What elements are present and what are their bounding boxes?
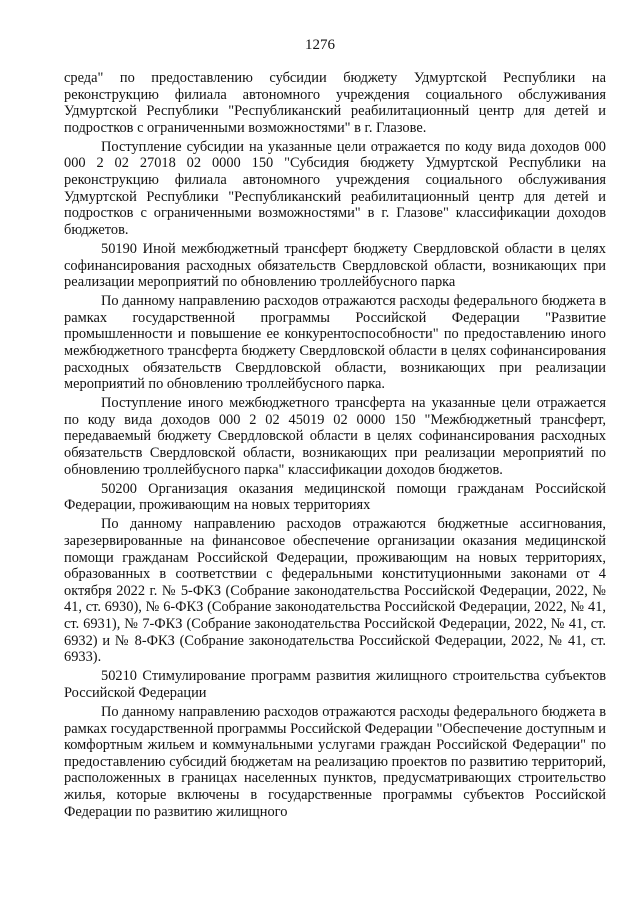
section-heading-50190: 50190 Иной межбюджетный трансферт бюджету Свердловской области в целях софинансирования расходных обязательств Свердловской области, возникающих при реализации мероприятий по обновлению троллейбусного парка — [64, 240, 606, 291]
paragraph-50190-description: По данному направлению расходов отражаются расходы федерального бюджета в рамках государственной программы Российской Федерации "Развитие промышленности и повышение ее конкурентоспособности" по предоставлению иного межбюджетного трансферта бюджету Свердловской области в целях софинансирования расходных обязательств Свердловской области, возникающих при реализации мероприятий по обновлению троллейбусного парка. — [64, 293, 606, 393]
section-heading-50200: 50200 Организация оказания медицинской помощи гражданам Российской Федерации, проживающим на новых территориях — [64, 480, 606, 514]
paragraph-50190-income-code: Поступление иного межбюджетного трансферта на указанные цели отражается по коду вида доходов 000 2 02 45019 02 0000 150 "Межбюджетный трансферт, передаваемый бюджету Свердловской области в целях софинансирования расходных обязательств Свердловской области, возникающих при реализации мероприятий по обновлению троллейбусного парка" классификации доходов бюджетов. — [64, 395, 606, 478]
document-body — [64, 70, 606, 820]
page-number: 1276 — [305, 37, 335, 53]
section-heading-50210: 50210 Стимулирование программ развития жилищного строительства субъектов Российской Федерации — [64, 668, 606, 701]
paragraph-subsidy-income-code: Поступление субсидии на указанные цели отражается по коду вида доходов 000 000 2 02 27018 02 0000 150 "Субсидия бюджету Удмуртской Республики на реконструкцию филиала автономного учреждения социального обслуживания Удмуртской Республики "Республиканский реабилитационный центр для детей и подростков с ограниченными возможностями" в г. Глазове" классификации доходов бюджетов. — [64, 138, 606, 238]
paragraph-50210-description: По данному направлению расходов отражаются расходы федерального бюджета в рамках государственной программы Российской Федерации "Обеспечение доступным и комфортным жильем и коммунальными услугами граждан Российской Федерации" по предоставлению субсидий бюджетам на реализацию проектов по развитию территорий, расположенных в границах населенных пунктов, предусматривающих строительство жилья, которые включены в государственные программы субъектов Российской Федерации по развитию жилищного — [64, 703, 606, 820]
paragraph-continued-text: среда" по предоставлению субсидии бюджету Удмуртской Республики на реконструкцию филиала автономного учреждения социального обслуживания Удмуртской Республики "Республиканский реабилитационный центр для детей и подростков с ограниченными возможностями" в г. Глазове. — [64, 70, 606, 136]
paragraph-50200-description: По данному направлению расходов отражаются бюджетные ассигнования, зарезервированные на финансовое обеспечение организации оказания медицинской помощи гражданам Российской Федерации, проживающим на новых территориях, образованных в соответствии с федеральными конституционными законами от 4 октября 2022 г. № 5-ФКЗ (Собрание законодательства Российской Федерации, 2022, № 41, ст. 6930), № 6-ФКЗ (Собрание законодательства Российской Федерации, 2022, № 41, ст. 6931), № 7-ФКЗ (Собрание законодательства Российской Федерации, 2022, № 41, ст. 6932) и № 8-ФКЗ (Собрание законодательства Российской Федерации, 2022, № 41, ст. 6933). — [64, 516, 606, 666]
